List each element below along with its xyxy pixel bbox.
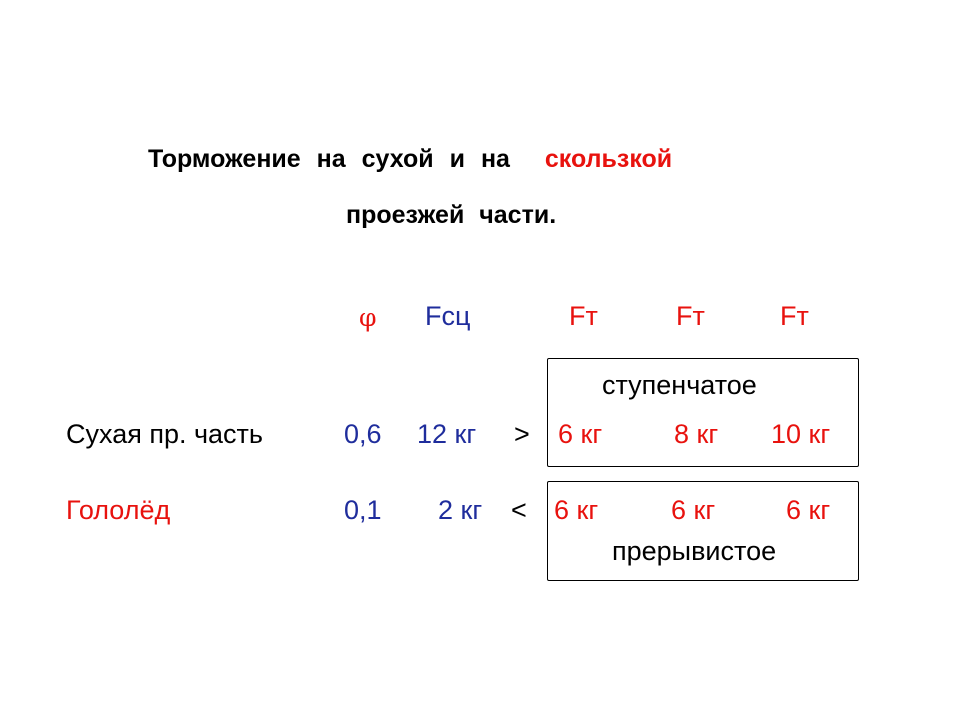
row-ice-ft-1: 6 кг [554, 495, 599, 525]
row-ice-fsc: 2 кг [438, 495, 483, 525]
title-line-1 [148, 144, 672, 174]
row-ice-operator: < [511, 495, 527, 525]
title-word: на [316, 145, 346, 173]
intermittent-braking-label: прерывистое [612, 536, 777, 566]
row-dry-ft-1: 6 кг [558, 419, 603, 449]
header-ft-1: Fт [569, 301, 598, 331]
title-word: проезжей [346, 201, 465, 229]
title-word: на [480, 145, 510, 173]
row-dry-label: Сухая пр. часть [66, 419, 263, 449]
row-dry-ft-3: 10 кг [771, 419, 831, 449]
title-word: сухой [361, 145, 434, 173]
title-word: Торможение [148, 145, 301, 173]
row-ice-ft-2: 6 кг [671, 495, 716, 525]
header-ft-3: Fт [780, 301, 809, 331]
title-word: и [449, 145, 465, 173]
title-highlight-word: скользкой [544, 145, 673, 173]
row-ice-label: Гололёд [66, 495, 171, 525]
row-ice-ft-3: 6 кг [786, 495, 831, 525]
header-phi: φ [359, 303, 377, 332]
stepped-braking-label: ступенчатое [602, 370, 757, 400]
title-line-2 [346, 200, 556, 230]
row-dry-fsc: 12 кг [417, 419, 477, 449]
header-ft-2: Fт [676, 301, 705, 331]
header-fsc: Fсц [425, 301, 471, 331]
row-dry-phi: 0,6 [344, 419, 382, 449]
row-dry-ft-2: 8 кг [674, 419, 719, 449]
row-dry-operator: > [514, 419, 530, 449]
row-ice-phi: 0,1 [344, 495, 382, 525]
title-word: части. [479, 201, 557, 229]
